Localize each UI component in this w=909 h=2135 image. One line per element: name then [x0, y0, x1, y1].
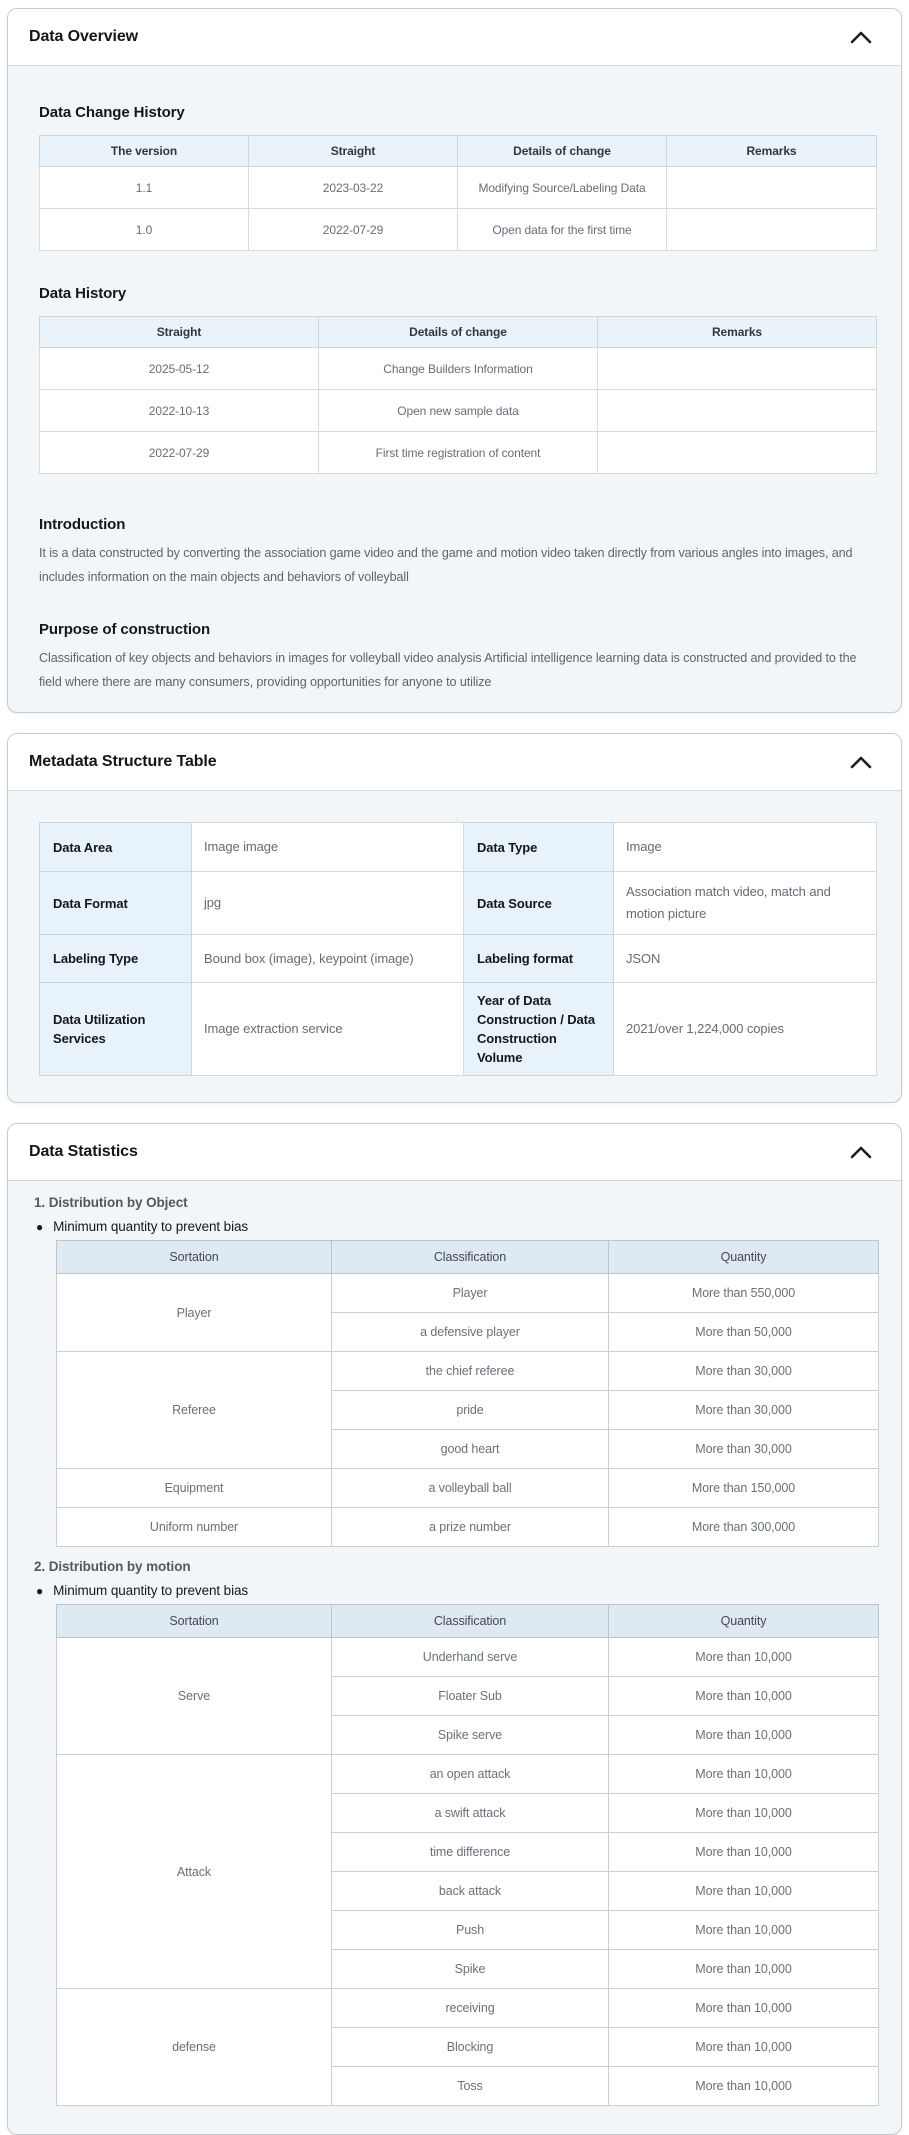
table-cell — [667, 209, 877, 251]
data-overview-card — [7, 8, 902, 713]
classification-cell: a swift attack — [332, 1794, 609, 1833]
column-header: Straight — [40, 317, 319, 348]
table-cell: 2023-03-22 — [249, 167, 458, 209]
motion-distribution-table — [56, 1604, 879, 2106]
field-value: 2021/over 1,224,000 copies — [614, 983, 877, 1076]
table-cell: 1.0 — [40, 209, 249, 251]
data-statistics-body — [8, 1195, 901, 2134]
table-row — [40, 390, 877, 432]
field-label: Data Type — [464, 823, 614, 872]
table-row — [40, 935, 877, 983]
classification-cell: Underhand serve — [332, 1638, 609, 1677]
table-row — [57, 1638, 879, 1677]
quantity-cell: More than 10,000 — [609, 1872, 879, 1911]
sortation-cell: Serve — [57, 1638, 332, 1755]
distribution-by-motion-heading: 2. Distribution by motion — [34, 1559, 191, 1574]
chevron-up-icon — [850, 31, 872, 44]
table-cell — [667, 167, 877, 209]
table-row — [40, 432, 877, 474]
classification-cell: Player — [332, 1274, 609, 1313]
metadata-title: Metadata Structure Table — [29, 753, 217, 770]
classification-cell: good heart — [332, 1430, 609, 1469]
change-history-heading: Data Change History — [39, 104, 185, 121]
field-value: Image — [614, 823, 877, 872]
quantity-cell: More than 30,000 — [609, 1352, 879, 1391]
header-row — [57, 1605, 879, 1638]
table-row — [57, 1755, 879, 1794]
quantity-cell: More than 10,000 — [609, 2067, 879, 2106]
bullet-text: Minimum quantity to prevent bias — [53, 1583, 249, 1598]
table-row — [57, 1508, 879, 1547]
table-cell: Open data for the first time — [458, 209, 667, 251]
sortation-cell: Referee — [57, 1352, 332, 1469]
table-cell: First time registration of content — [319, 432, 598, 474]
table-cell: Modifying Source/Labeling Data — [458, 167, 667, 209]
table-cell: Change Builders Information — [319, 348, 598, 390]
purpose-text: Classification of key objects and behaviors in images for volleyball video analysis Artificial intelligence learning data is constructed and provided to the field where there are many consumers, providing opportunities for anyone to utilize — [39, 651, 857, 689]
quantity-cell: More than 10,000 — [609, 1911, 879, 1950]
data-change-history-table — [39, 135, 877, 251]
field-label: Labeling format — [464, 935, 614, 983]
table-row — [57, 1469, 879, 1508]
column-header: Quantity — [609, 1605, 879, 1638]
minimum-quantity-bullet — [36, 1219, 881, 1234]
header-row — [40, 317, 877, 348]
header-row — [40, 136, 877, 167]
table-row — [57, 1352, 879, 1391]
chevron-up-icon — [850, 1146, 872, 1159]
quantity-cell: More than 30,000 — [609, 1430, 879, 1469]
table-cell — [598, 432, 877, 474]
table-row — [40, 983, 877, 1076]
quantity-cell: More than 10,000 — [609, 2028, 879, 2067]
column-header: Remarks — [667, 136, 877, 167]
field-label: Data Utilization Services — [40, 983, 192, 1076]
column-header: Remarks — [598, 317, 877, 348]
metadata-header[interactable] — [8, 734, 901, 791]
quantity-cell: More than 10,000 — [609, 1794, 879, 1833]
table-row — [40, 209, 877, 251]
sortation-cell: Uniform number — [57, 1508, 332, 1547]
classification-cell: Spike serve — [332, 1716, 609, 1755]
data-overview-title: Data Overview — [29, 28, 138, 45]
field-value: Image image — [192, 823, 464, 872]
column-header: Quantity — [609, 1241, 879, 1274]
column-header: Sortation — [57, 1605, 332, 1638]
table-cell: 2022-07-29 — [249, 209, 458, 251]
table-cell: Open new sample data — [319, 390, 598, 432]
introduction-heading: Introduction — [39, 516, 126, 533]
table-row — [40, 167, 877, 209]
quantity-cell: More than 10,000 — [609, 1638, 879, 1677]
quantity-cell: More than 10,000 — [609, 1989, 879, 2028]
quantity-cell: More than 30,000 — [609, 1391, 879, 1430]
classification-cell: the chief referee — [332, 1352, 609, 1391]
field-label: Data Format — [40, 872, 192, 935]
column-header: Classification — [332, 1241, 609, 1274]
quantity-cell: More than 10,000 — [609, 1950, 879, 1989]
quantity-cell: More than 50,000 — [609, 1313, 879, 1352]
bullet-dot-icon: ● — [36, 1219, 44, 1234]
column-header: The version — [40, 136, 249, 167]
chevron-up-icon — [850, 756, 872, 769]
table-cell: 1.1 — [40, 167, 249, 209]
quantity-cell: More than 150,000 — [609, 1469, 879, 1508]
data-statistics-header[interactable] — [8, 1124, 901, 1181]
classification-cell: a defensive player — [332, 1313, 609, 1352]
classification-cell: back attack — [332, 1872, 609, 1911]
classification-cell: Blocking — [332, 2028, 609, 2067]
data-overview-header[interactable] — [8, 9, 901, 66]
object-distribution-table — [56, 1240, 879, 1547]
collapse-button[interactable] — [848, 29, 874, 46]
data-history-table — [39, 316, 877, 474]
classification-cell: time difference — [332, 1833, 609, 1872]
purpose-heading: Purpose of construction — [39, 621, 211, 638]
field-value: Bound box (image), keypoint (image) — [192, 935, 464, 983]
introduction-text: It is a data constructed by converting the association game video and the game and motion video taken directly from various angles into images, and includes information on the main objects and behaviors of volleyball — [39, 546, 853, 584]
classification-cell: receiving — [332, 1989, 609, 2028]
column-header: Classification — [332, 1605, 609, 1638]
quantity-cell: More than 10,000 — [609, 1833, 879, 1872]
sortation-cell: Attack — [57, 1755, 332, 1989]
table-cell — [598, 390, 877, 432]
table-row — [40, 872, 877, 935]
column-header: Sortation — [57, 1241, 332, 1274]
quantity-cell: More than 10,000 — [609, 1755, 879, 1794]
sortation-cell: Equipment — [57, 1469, 332, 1508]
classification-cell: a volleyball ball — [332, 1469, 609, 1508]
data-history-heading: Data History — [39, 285, 127, 302]
column-header: Straight — [249, 136, 458, 167]
classification-cell: an open attack — [332, 1755, 609, 1794]
field-label: Labeling Type — [40, 935, 192, 983]
quantity-cell: More than 10,000 — [609, 1677, 879, 1716]
classification-cell: Toss — [332, 2067, 609, 2106]
sortation-cell: defense — [57, 1989, 332, 2106]
minimum-quantity-bullet — [36, 1583, 881, 1598]
bullet-dot-icon: ● — [36, 1583, 44, 1598]
table-row — [40, 823, 877, 872]
metadata-table — [39, 822, 877, 1076]
field-label: Data Area — [40, 823, 192, 872]
table-row — [57, 1989, 879, 2028]
metadata-body — [8, 822, 901, 1102]
data-statistics-title: Data Statistics — [29, 1143, 138, 1160]
field-label: Year of Data Construction / Data Construction Volume — [464, 983, 614, 1076]
quantity-cell: More than 550,000 — [609, 1274, 879, 1313]
data-overview-body — [8, 104, 901, 712]
quantity-cell: More than 10,000 — [609, 1716, 879, 1755]
column-header: Details of change — [458, 136, 667, 167]
table-cell: 2022-07-29 — [40, 432, 319, 474]
table-cell — [598, 348, 877, 390]
bullet-text: Minimum quantity to prevent bias — [53, 1219, 249, 1234]
collapse-button[interactable] — [848, 754, 874, 771]
classification-cell: Floater Sub — [332, 1677, 609, 1716]
table-row — [57, 1274, 879, 1313]
field-label: Data Source — [464, 872, 614, 935]
header-row — [57, 1241, 879, 1274]
quantity-cell: More than 300,000 — [609, 1508, 879, 1547]
field-value: jpg — [192, 872, 464, 935]
collapse-button[interactable] — [848, 1144, 874, 1161]
classification-cell: Push — [332, 1911, 609, 1950]
column-header: Details of change — [319, 317, 598, 348]
distribution-by-object-heading: 1. Distribution by Object — [34, 1195, 188, 1210]
field-value: Image extraction service — [192, 983, 464, 1076]
sortation-cell: Player — [57, 1274, 332, 1352]
metadata-card — [7, 733, 902, 1103]
table-row — [40, 348, 877, 390]
table-cell: 2022-10-13 — [40, 390, 319, 432]
table-cell: 2025-05-12 — [40, 348, 319, 390]
classification-cell: Spike — [332, 1950, 609, 1989]
classification-cell: a prize number — [332, 1508, 609, 1547]
field-value: Association match video, match and motion picture — [614, 872, 877, 935]
classification-cell: pride — [332, 1391, 609, 1430]
field-value: JSON — [614, 935, 877, 983]
data-statistics-card — [7, 1123, 902, 2135]
